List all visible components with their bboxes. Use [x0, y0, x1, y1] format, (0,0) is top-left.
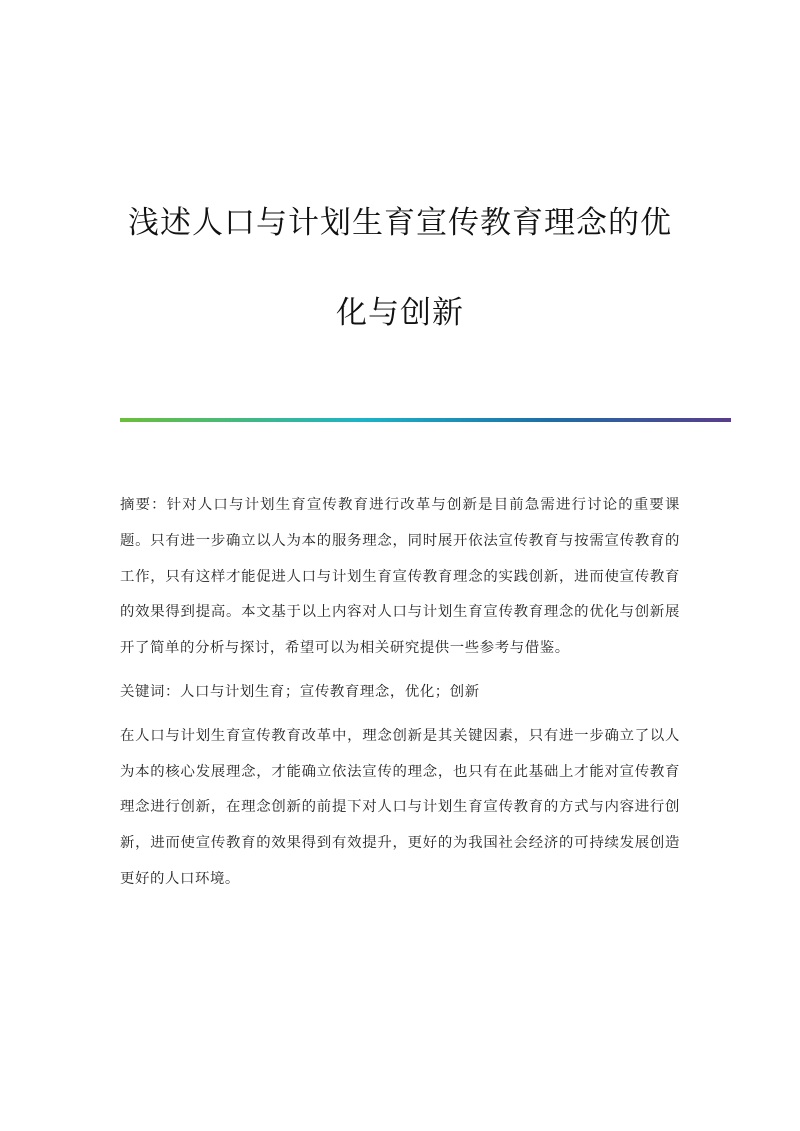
- body-paragraph: 在人口与计划生育宣传教育改革中，理念创新是其关键因素，只有进一步确立了以人为本的核心发展理念，才能确立依法宣传的理念，也只有在此基础上才能对宣传教育理念进行创新，在理念创新的前提下对人口与计划生育宣传教育的方式与内容进行创新，进而使宣传教育的效果得到有效提升，更好的为我国社会经济的可持续发展创造更好的人口环境。: [120, 727, 680, 887]
- title-line-2: 化与创新: [336, 295, 464, 331]
- gradient-divider: [120, 418, 731, 422]
- page-title: [100, 178, 700, 358]
- title-line-1: 浅述人口与计划生育宣传教育理念的优: [128, 205, 672, 241]
- keywords-line: 关键词：人口与计划生育；宣传教育理念，优化；创新: [120, 683, 480, 700]
- abstract-paragraph: 摘要：针对人口与计划生育宣传教育进行改革与创新是目前急需进行讨论的重要课题。只有进一步确立以人为本的服务理念，同时展开依法宣传教育与按需宣传教育的工作，只有这样才能促进人口与计划生育宣传教育理念的实践创新，进而使宣传教育的效果得到提高。本文基于以上内容对人口与计划生育宣传教育理念的优化与创新展开了简单的分析与探讨，希望可以为相关研究提供一些参考与借鉴。: [120, 497, 680, 657]
- document-body: [120, 488, 680, 906]
